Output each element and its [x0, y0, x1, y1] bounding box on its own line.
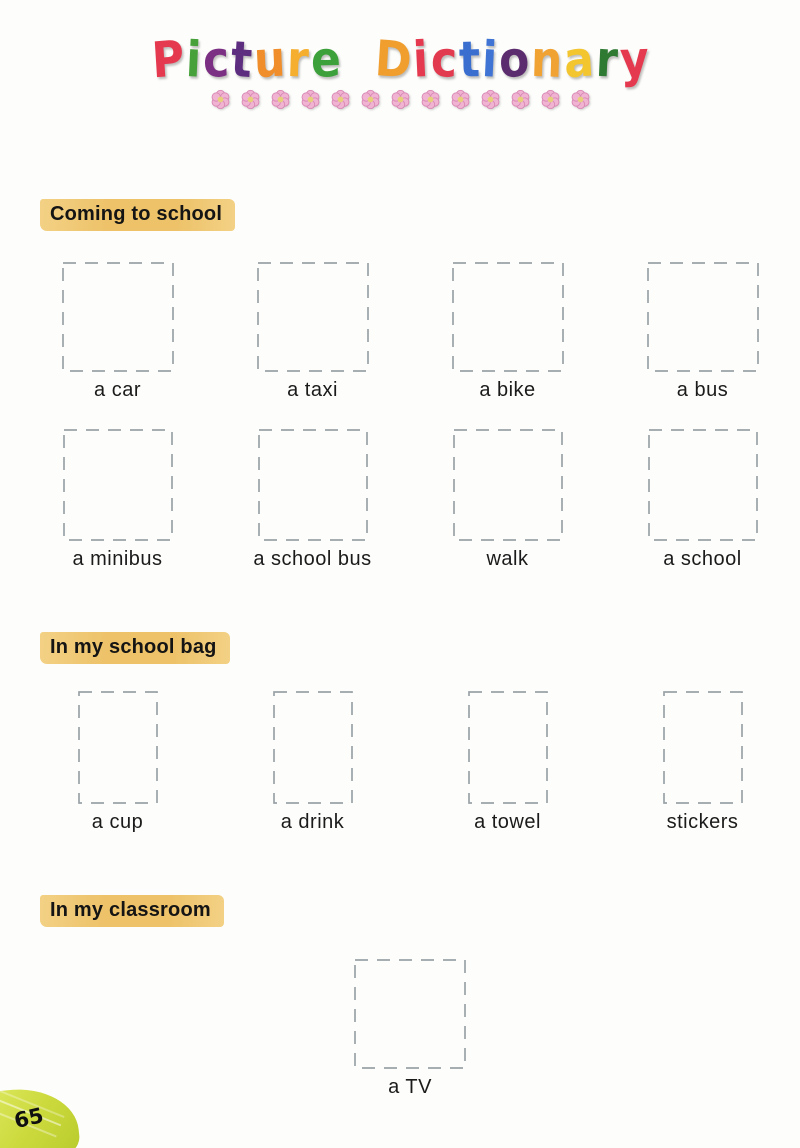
- picture-box: [273, 691, 353, 804]
- flower-icon: [241, 90, 260, 109]
- picture-box: [62, 262, 174, 372]
- dashed-border: [273, 691, 353, 804]
- flower-divider: [0, 90, 800, 109]
- section-heading: Coming to school: [40, 199, 235, 231]
- picture-box-label: a bike: [479, 379, 536, 401]
- picture-box: [663, 691, 743, 804]
- page-title: [0, 30, 800, 90]
- picture-box-cell: [605, 691, 800, 834]
- section-heading: In my classroom: [40, 895, 224, 927]
- picture-box-cell: [20, 429, 215, 571]
- title-word: [373, 30, 650, 90]
- title-letter: r: [286, 31, 310, 90]
- title-letter: t: [458, 31, 481, 89]
- picture-box-cell: [215, 691, 410, 834]
- dashed-border: [648, 429, 758, 541]
- title-letter: i: [412, 31, 430, 90]
- flower-icon: [211, 90, 230, 109]
- picture-box: [257, 262, 369, 372]
- dashed-border: [258, 429, 368, 541]
- picture-box-cell: [215, 262, 410, 402]
- dashed-border: [257, 262, 369, 372]
- picture-box-label: a cup: [91, 811, 144, 833]
- dashed-border: [468, 691, 548, 804]
- picture-box-label: a TV: [388, 1076, 432, 1098]
- title-letter: r: [594, 30, 620, 90]
- picture-row: [20, 691, 800, 834]
- picture-box-cell: [410, 262, 605, 402]
- picture-box: [468, 691, 548, 804]
- flower-icon: [391, 90, 410, 109]
- title-letter: o: [497, 30, 531, 90]
- picture-box-label: a minibus: [72, 548, 163, 570]
- picture-box: [354, 959, 466, 1069]
- title-letter: u: [252, 30, 287, 90]
- flower-icon: [301, 90, 320, 109]
- title-letter: n: [530, 30, 564, 90]
- picture-box-label: a car: [94, 379, 141, 401]
- dashed-border: [453, 429, 563, 541]
- dashed-border: [62, 262, 174, 372]
- dashed-border: [78, 691, 158, 804]
- dashed-border: [452, 262, 564, 372]
- dashed-border: [647, 262, 759, 372]
- page-number: 65: [11, 1103, 46, 1134]
- picture-box-label: stickers: [666, 811, 739, 833]
- picture-box-label: walk: [486, 548, 529, 570]
- picture-box-label: a bus: [676, 379, 729, 401]
- picture-box-label: a school: [663, 548, 742, 570]
- title-letter: D: [373, 30, 414, 90]
- flower-icon: [541, 90, 560, 109]
- picture-box: [648, 429, 758, 541]
- flower-icon: [511, 90, 530, 109]
- title-letter: e: [310, 31, 342, 89]
- picture-box-label: a drink: [280, 811, 345, 833]
- picture-box-cell: [410, 429, 605, 571]
- picture-box: [78, 691, 158, 804]
- picture-row: [20, 429, 800, 571]
- picture-box: [258, 429, 368, 541]
- picture-box-cell: [20, 959, 800, 1099]
- flower-icon: [331, 90, 350, 109]
- title-letter: i: [480, 31, 499, 90]
- flower-icon: [481, 90, 500, 109]
- picture-box: [647, 262, 759, 372]
- dashed-border: [354, 959, 466, 1069]
- title-letter: c: [202, 31, 230, 90]
- title-letter: i: [184, 31, 203, 90]
- title-letter: P: [149, 30, 186, 90]
- section-heading: In my school bag: [40, 632, 230, 664]
- flower-icon: [571, 90, 590, 109]
- flower-icon: [421, 90, 440, 109]
- dashed-border: [663, 691, 743, 804]
- picture-box: [453, 429, 563, 541]
- picture-box-cell: [605, 429, 800, 571]
- picture-box-cell: [410, 691, 605, 834]
- picture-box-label: a towel: [474, 811, 541, 833]
- title-letter: c: [429, 31, 458, 90]
- flower-icon: [361, 90, 380, 109]
- title-word: [149, 30, 342, 90]
- picture-box-cell: [605, 262, 800, 402]
- picture-box-cell: [20, 691, 215, 834]
- picture-box: [63, 429, 173, 541]
- dashed-border: [63, 429, 173, 541]
- flower-icon: [451, 90, 470, 109]
- title-letter: t: [229, 30, 254, 90]
- picture-box-cell: [20, 262, 215, 402]
- picture-box-label: a school bus: [253, 548, 372, 570]
- title-letter: a: [562, 30, 596, 90]
- picture-row: [20, 959, 800, 1099]
- picture-box: [452, 262, 564, 372]
- flower-icon: [271, 90, 290, 109]
- picture-box-cell: [215, 429, 410, 571]
- title-letter: y: [618, 30, 650, 90]
- picture-box-label: a taxi: [287, 379, 338, 401]
- picture-row: [20, 262, 800, 402]
